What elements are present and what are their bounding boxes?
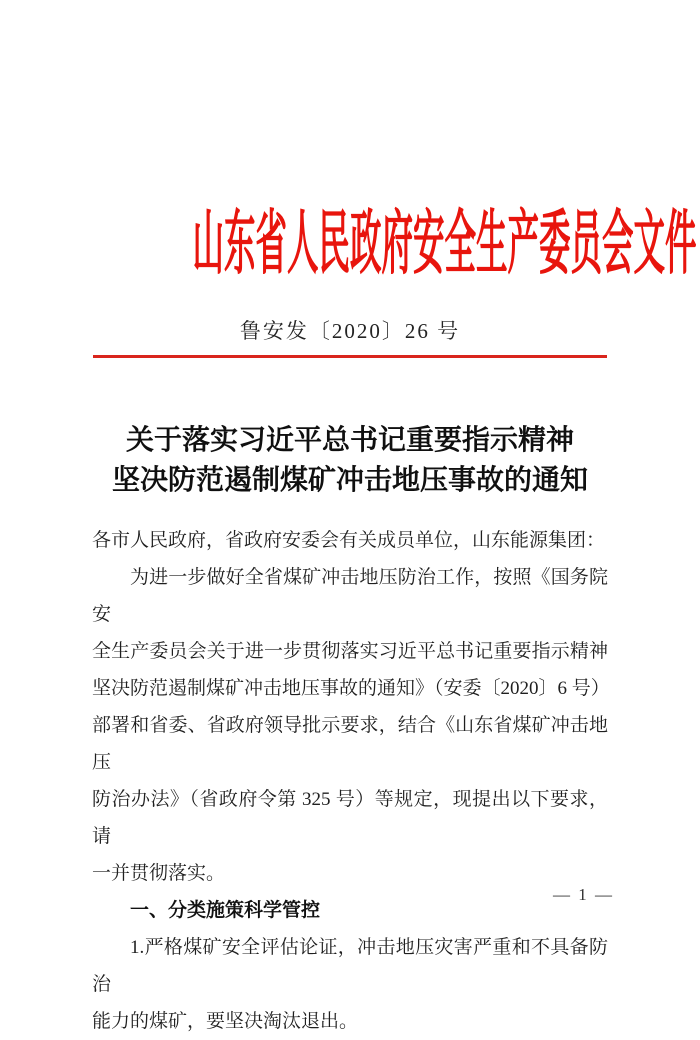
document-masthead: 山东省人民政府安全生产委员会文件 — [192, 206, 697, 283]
document-title-line2: 坚决防范遏制煤矿冲击地压事故的通知 — [111, 465, 588, 496]
document-body — [92, 522, 608, 1040]
document-title — [0, 421, 700, 501]
intro-paragraph-line: 为进一步做好全省煤矿冲击地压防治工作，按照《国务院安 — [92, 567, 608, 625]
salutation-line: 各市人民政府，省政府安委会有关成员单位，山东能源集团： — [92, 530, 606, 551]
intro-paragraph-line: 一并贯彻落实。 — [92, 863, 226, 884]
document-number: 鲁安发〔2020〕26 号 — [239, 319, 461, 343]
section-heading: 一、分类施策科学管控 — [130, 900, 321, 921]
intro-paragraph-line: 坚决防范遏制煤矿冲击地压事故的通知》（安委〔2020〕6 号） — [92, 678, 610, 699]
intro-paragraph-line: 防治办法》（省政府令第 325 号）等规定，现提出以下要求，请 — [92, 789, 608, 847]
document-title-line1: 关于落实习近平总书记重要指示精神 — [125, 425, 574, 456]
item-paragraph-line: 能力的煤矿，要坚决淘汰退出。 — [92, 1011, 359, 1032]
red-separator-line — [93, 355, 607, 358]
item-paragraph-line: 1.严格煤矿安全评估论证，冲击地压灾害严重和不具备防治 — [92, 937, 608, 995]
intro-paragraph-line: 全生产委员会关于进一步贯彻落实习近平总书记重要指示精神 — [92, 641, 608, 662]
intro-paragraph-line: 部署和省委、省政府领导批示要求，结合《山东省煤矿冲击地压 — [92, 715, 608, 773]
page-number: — 1 — — [553, 885, 614, 904]
